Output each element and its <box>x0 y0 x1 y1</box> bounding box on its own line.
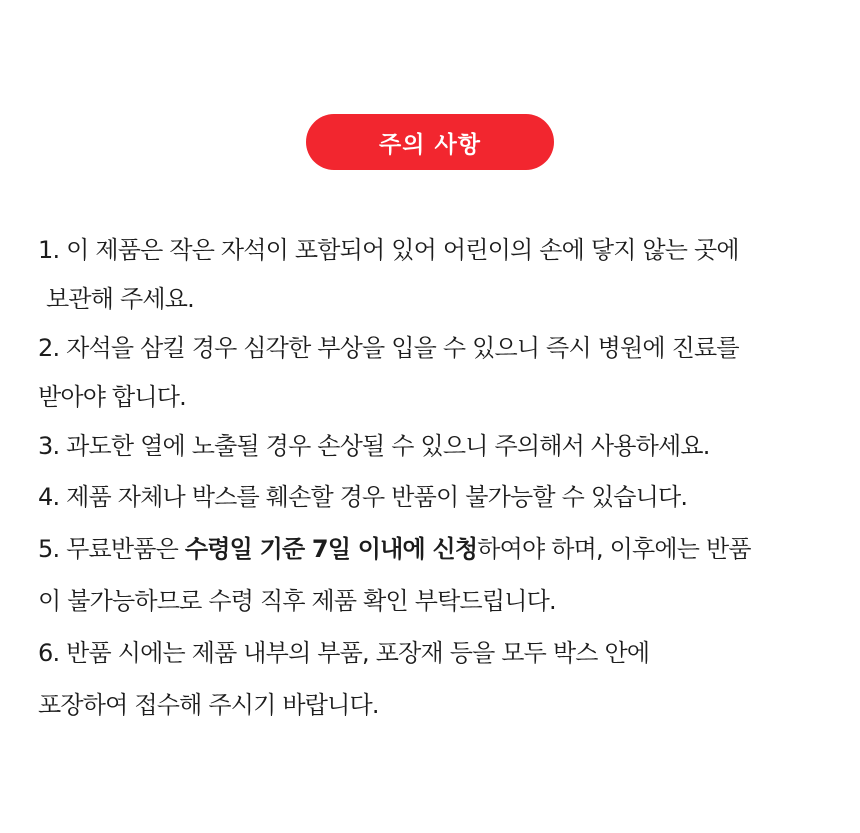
note-item-2-line-2: 받아야 합니다. <box>38 383 186 411</box>
note-item-4: 4. 제품 자체나 박스를 훼손할 경우 반품이 불가능할 수 있습니다. <box>38 483 688 511</box>
note-item-6-line-2: 포장하여 접수해 주시기 바랍니다. <box>38 691 379 719</box>
note-item-1-line-2: 보관해 주세요. <box>46 285 194 313</box>
note-item-5-prefix: 5. 무료반품은 <box>38 535 185 563</box>
note-item-3: 3. 과도한 열에 노출될 경우 손상될 수 있으니 주의해서 사용하세요. <box>38 432 710 460</box>
note-item-6-line-1: 6. 반품 시에는 제품 내부의 부품, 포장재 등을 모두 박스 안에 <box>38 639 650 667</box>
note-item-2-line-1: 2. 자석을 삼킬 경우 심각한 부상을 입을 수 있으니 즉시 병원에 진료를 <box>38 334 739 362</box>
note-item-1-line-1: 1. 이 제품은 작은 자석이 포함되어 있어 어린이의 손에 닿지 않는 곳에 <box>38 236 739 264</box>
caution-notes-list <box>38 226 838 731</box>
note-item-5-line-2: 이 불가능하므로 수령 직후 제품 확인 부탁드립니다. <box>38 587 556 615</box>
caution-title: 주의 사항 <box>379 131 481 158</box>
note-item-5-suffix: 하여야 하며, 이후에는 반품 <box>477 535 751 563</box>
note-item-5-emphasis: 수령일 기준 7일 이내에 신청 <box>184 535 478 563</box>
caution-title-badge <box>306 114 554 170</box>
note-item-5-line-1 <box>38 523 838 575</box>
